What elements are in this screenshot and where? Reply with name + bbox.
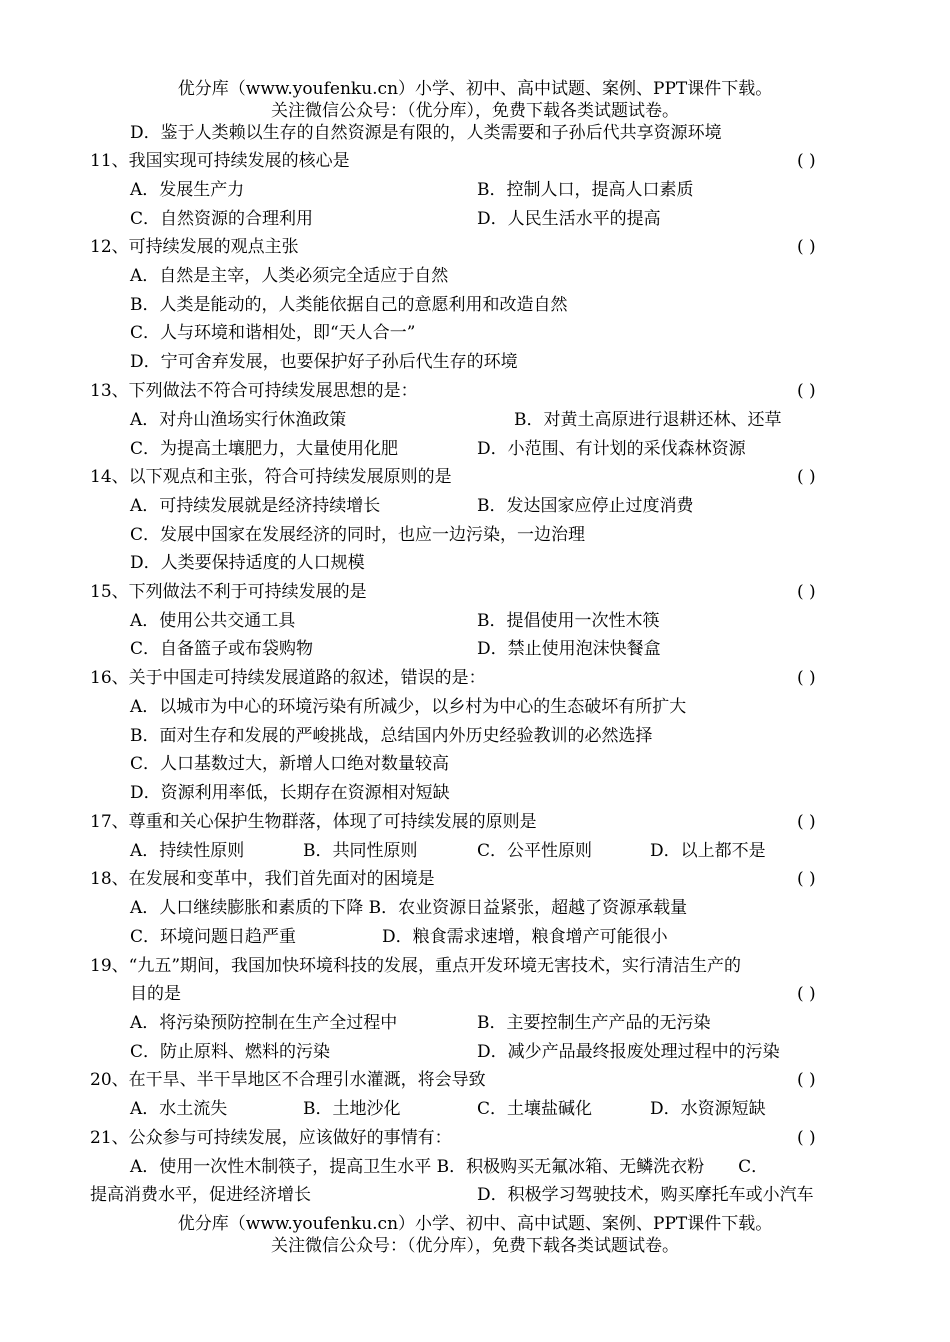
q12-option-d: D．宁可舍弃发展，也要保护好子孙后代生存的环境: [130, 352, 518, 372]
q19-option-c: C．防止原料、燃料的污染: [130, 1042, 331, 1062]
q21-option-d: D．积极学习驾驶技术，购买摩托车或小汽车: [477, 1185, 814, 1205]
question-11-stem: 11、我国实现可持续发展的核心是: [90, 151, 350, 171]
q18-option-d: D．粮食需求速增，粮食增产可能很小: [382, 927, 668, 947]
answer-paren-15: ( ): [797, 582, 816, 602]
q19-option-b: B．主要控制生产产品的无污染: [477, 1013, 711, 1033]
q12-option-b: B．人类是能动的，人类能依据自己的意愿利用和改造自然: [130, 295, 568, 315]
question-12-stem: 12、可持续发展的观点主张: [90, 237, 299, 257]
q16-option-a: A．以城市为中心的环境污染有所减少，以乡村为中心的生态破坏有所扩大: [130, 697, 687, 717]
answer-paren-18: ( ): [797, 869, 816, 889]
q16-option-d: D．资源利用率低，长期存在资源相对短缺: [130, 783, 450, 803]
q20-option-a: A．水土流失: [130, 1099, 228, 1119]
page-header-line-2: 关注微信公众号：（优分库），免费下载各类试题试卷。: [271, 101, 679, 121]
question-14-stem: 14、以下观点和主张，符合可持续发展原则的是: [90, 467, 452, 487]
question-19-stem-cont: 目的是: [130, 984, 181, 1004]
q20-option-d: D．水资源短缺: [650, 1099, 766, 1119]
page-footer-line-2: 关注微信公众号：（优分库），免费下载各类试题试卷。: [271, 1236, 679, 1256]
q15-option-d: D．禁止使用泡沫快餐盒: [477, 639, 661, 659]
answer-paren-14: ( ): [797, 467, 816, 487]
answer-paren-19: ( ): [797, 984, 816, 1004]
q11-option-a: A．发展生产力: [130, 180, 245, 200]
q17-option-d: D．以上都不是: [650, 841, 766, 861]
answer-paren-13: ( ): [797, 381, 816, 401]
q16-option-b: B．面对生存和发展的严峻挑战，总结国内外历史经验教训的必然选择: [130, 726, 653, 746]
question-17-stem: 17、尊重和关心保护生物群落，体现了可持续发展的原则是: [90, 812, 537, 832]
q14-option-a: A．可持续发展就是经济持续增长: [130, 496, 381, 516]
q11-option-d: D．人民生活水平的提高: [477, 209, 661, 229]
q21-option-a-b: A．使用一次性木制筷子，提高卫生水平 B．积极购买无氟冰箱、无鳞洗衣粉 C．: [130, 1157, 769, 1177]
q14-option-d: D．人类要保持适度的人口规模: [130, 553, 365, 573]
page-header-line-1: 优分库（www.youfenku.cn）小学、初中、高中试题、案例、PPT课件下载。: [177, 79, 773, 99]
q12-option-c: C．人与环境和谐相处，即“天人合一”: [130, 323, 416, 343]
question-21-stem: 21、公众参与可持续发展，应该做好的事情有：: [90, 1128, 452, 1148]
q19-option-d: D．减少产品最终报废处理过程中的污染: [477, 1042, 780, 1062]
answer-paren-21: ( ): [797, 1128, 816, 1148]
page-footer-line-1: 优分库（www.youfenku.cn）小学、初中、高中试题、案例、PPT课件下载。: [177, 1214, 773, 1234]
q15-option-c: C．自备篮子或布袋购物: [130, 639, 314, 659]
question-18-stem: 18、在发展和变革中，我们首先面对的困境是: [90, 869, 435, 889]
q13-option-b: B．对黄土高原进行退耕还林、还草: [514, 410, 782, 430]
question-15-stem: 15、下列做法不利于可持续发展的是: [90, 582, 367, 602]
q15-option-b: B．提倡使用一次性木筷: [477, 611, 660, 631]
q19-option-a: A．将污染预防控制在生产全过程中: [130, 1013, 398, 1033]
answer-paren-16: ( ): [797, 668, 816, 688]
answer-paren-12: ( ): [797, 237, 816, 257]
question-20-stem: 20、在干旱、半干旱地区不合理引水灌溉，将会导致: [90, 1070, 486, 1090]
q18-option-c: C．环境问题日趋严重: [130, 927, 297, 947]
answer-paren-17: ( ): [797, 812, 816, 832]
question-19-stem: 19、“九五”期间，我国加快环境科技的发展，重点开发环境无害技术，实行清洁生产的: [90, 956, 742, 976]
answer-paren-20: ( ): [797, 1070, 816, 1090]
q14-option-b: B．发达国家应停止过度消费: [477, 496, 694, 516]
question-13-stem: 13、下列做法不符合可持续发展思想的是：: [90, 381, 418, 401]
q11-option-c: C．自然资源的合理利用: [130, 209, 314, 229]
answer-paren-11: ( ): [797, 151, 816, 171]
q15-option-a: A．使用公共交通工具: [130, 611, 296, 631]
q17-option-c: C．公平性原则: [477, 841, 593, 861]
q18-option-a-b: A．人口继续膨胀和素质的下降 B．农业资源日益紧张，超越了资源承载量: [130, 898, 688, 918]
question-16-stem: 16、关于中国走可持续发展道路的叙述，错误的是：: [90, 668, 486, 688]
q20-option-b: B．土地沙化: [303, 1099, 401, 1119]
q20-option-c: C．土壤盐碱化: [477, 1099, 593, 1119]
q13-option-d: D．小范围、有计划的采伐森林资源: [477, 439, 746, 459]
q13-option-a: A．对舟山渔场实行休渔政策: [130, 410, 347, 430]
q13-option-c: C．为提高土壤肥力，大量使用化肥: [130, 439, 399, 459]
q16-option-c: C．人口基数过大，新增人口绝对数量较高: [130, 754, 450, 774]
q17-option-a: A．持续性原则: [130, 841, 245, 861]
q17-option-b: B．共同性原则: [303, 841, 418, 861]
q14-option-c: C．发展中国家在发展经济的同时，也应一边污染，一边治理: [130, 525, 586, 545]
q12-option-a: A．自然是主宰，人类必须完全适应于自然: [130, 266, 449, 286]
q11-option-b: B．控制人口，提高人口素质: [477, 180, 694, 200]
q21-option-c-cont: 提高消费水平，促进经济增长: [90, 1185, 311, 1205]
carryover-option: D．鉴于人类赖以生存的自然资源是有限的，人类需要和子孙后代共享资源环境: [130, 123, 722, 143]
